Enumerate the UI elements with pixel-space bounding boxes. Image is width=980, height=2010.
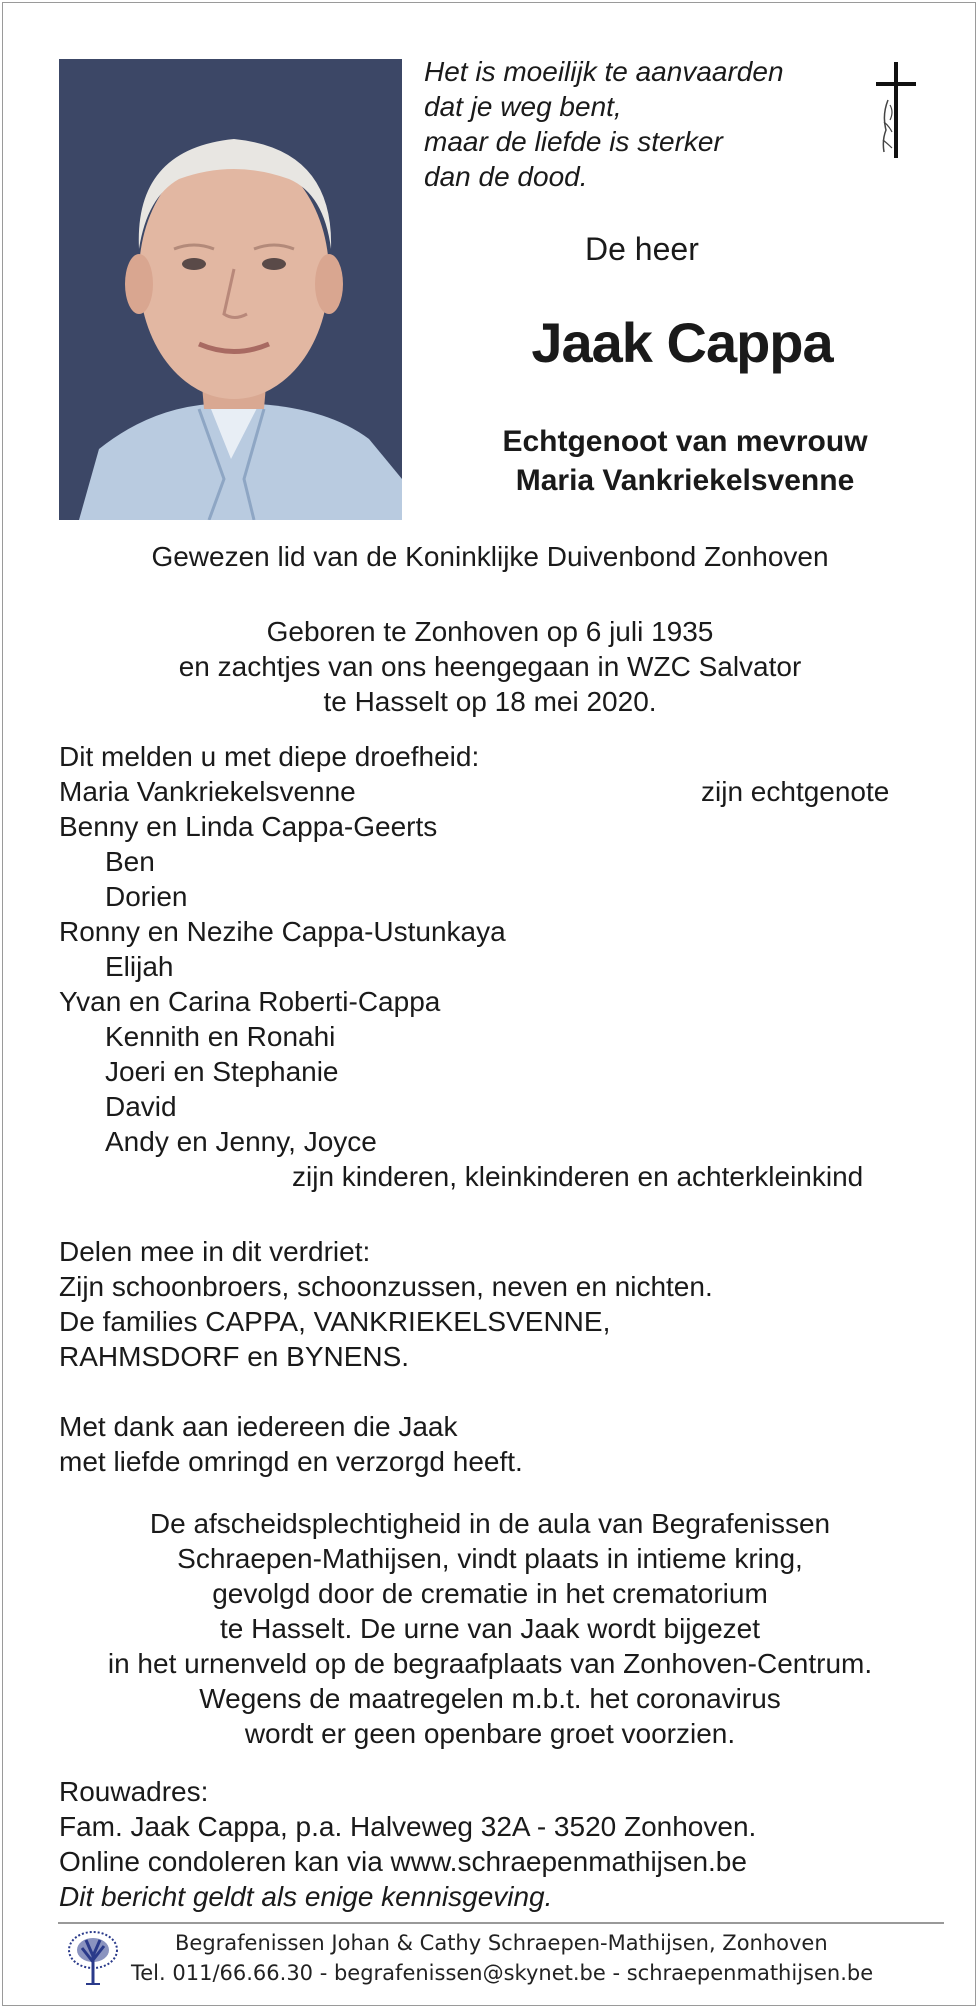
poem-line: dan de dood. [424,161,588,192]
children-role: zijn kinderen, kleinkinderen en achterkleinkind [292,1161,864,1192]
family-entry: Yvan en Carina Roberti-Cappa [59,986,441,1017]
ceremony-line: wordt er geen openbare groet voorzien. [244,1718,736,1749]
family-entry: Kennith en Ronahi [105,1021,336,1052]
life-dates [0,614,980,719]
honorific: De heer [585,231,699,267]
family-entry: Ronny en Nezihe Cappa-Ustunkaya [59,916,506,947]
spouse-entry-name: Maria Vankriekelsvenne [59,776,356,807]
life-line: te Hasselt op 18 mei 2020. [323,686,657,717]
membership: Gewezen lid van de Koninklijke Duivenbond Zonhoven [151,541,829,572]
ceremony-line: gevolgd door de crematie in het crematorium [212,1578,768,1609]
poem-line: dat je weg bent, [424,91,622,122]
spouse-line: Maria Vankriekelsvenne [515,464,855,497]
ceremony-line: Schraepen-Mathijsen, vindt plaats in intieme kring, [177,1543,803,1574]
family-entry: Dorien [105,881,188,912]
spouse-entry-role: zijn echtgenote [701,776,890,807]
portrait-illustration [59,59,402,520]
family-entry: David [105,1091,177,1122]
notice: Dit bericht geldt als enige kennisgeving. [59,1881,553,1912]
footer-company: Begrafenissen Johan & Cathy Schraepen-Mathijsen, Zonhoven [175,1931,828,1955]
share-line: Zijn schoonbroers, schoonzussen, neven en nichten. [59,1271,713,1302]
portrait-photo [59,59,402,520]
ceremony-line: Wegens de maatregelen m.b.t. het coronavirus [199,1683,781,1714]
life-line: en zachtjes van ons heengegaan in WZC Salvator [178,651,802,682]
family-entry: Benny en Linda Cappa-Geerts [59,811,438,842]
footer-contact: Tel. 011/66.66.30 - begrafenissen@skynet.be - schraepenmathijsen.be [131,1961,874,1985]
ceremony-line: te Hasselt. De urne van Jaak wordt bijgezet [219,1613,761,1644]
tree-logo-icon [66,1930,120,1986]
announcers-intro: Dit melden u met diepe droefheid: [59,741,480,772]
ceremony-line: in het urnenveld op de begraafplaats van Zonhoven-Centrum. [107,1648,873,1679]
thanks-line: Met dank aan iedereen die Jaak [59,1411,458,1442]
poem [424,54,784,194]
online-condolences: Online condoleren kan via www.schraepenmathijsen.be [59,1846,747,1877]
footer-divider [58,1922,944,1924]
address: Fam. Jaak Cappa, p.a. Halveweg 32A - 3520 Zonhoven. [59,1811,757,1842]
ceremony-line: De afscheidsplechtigheid in de aula van Begrafenissen [149,1508,831,1539]
deceased-name: Jaak Cappa [531,311,833,374]
poem-line: maar de liefde is sterker [424,126,723,157]
poem-line: Het is moeilijk te aanvaarden [424,56,784,87]
life-line: Geboren te Zonhoven op 6 juli 1935 [266,616,714,647]
share-line: Delen mee in dit verdriet: [59,1236,371,1267]
share-line: De families CAPPA, VANKRIEKELSVENNE, [59,1306,611,1337]
thanks-line: met liefde omringd en verzorgd heeft. [59,1446,523,1477]
cross-icon [870,60,920,160]
family-entry: Joeri en Stephanie [105,1056,339,1087]
family-entry: Andy en Jenny, Joyce [105,1126,377,1157]
spouse-block [440,422,930,500]
share-line: RAHMSDORF en BYNENS. [59,1341,410,1372]
family-entry: Elijah [105,951,174,982]
ceremony-block [0,1506,980,1751]
address-title: Rouwadres: [59,1776,209,1807]
spouse-line: Echtgenoot van mevrouw [502,425,868,458]
family-entry: Ben [105,846,155,877]
